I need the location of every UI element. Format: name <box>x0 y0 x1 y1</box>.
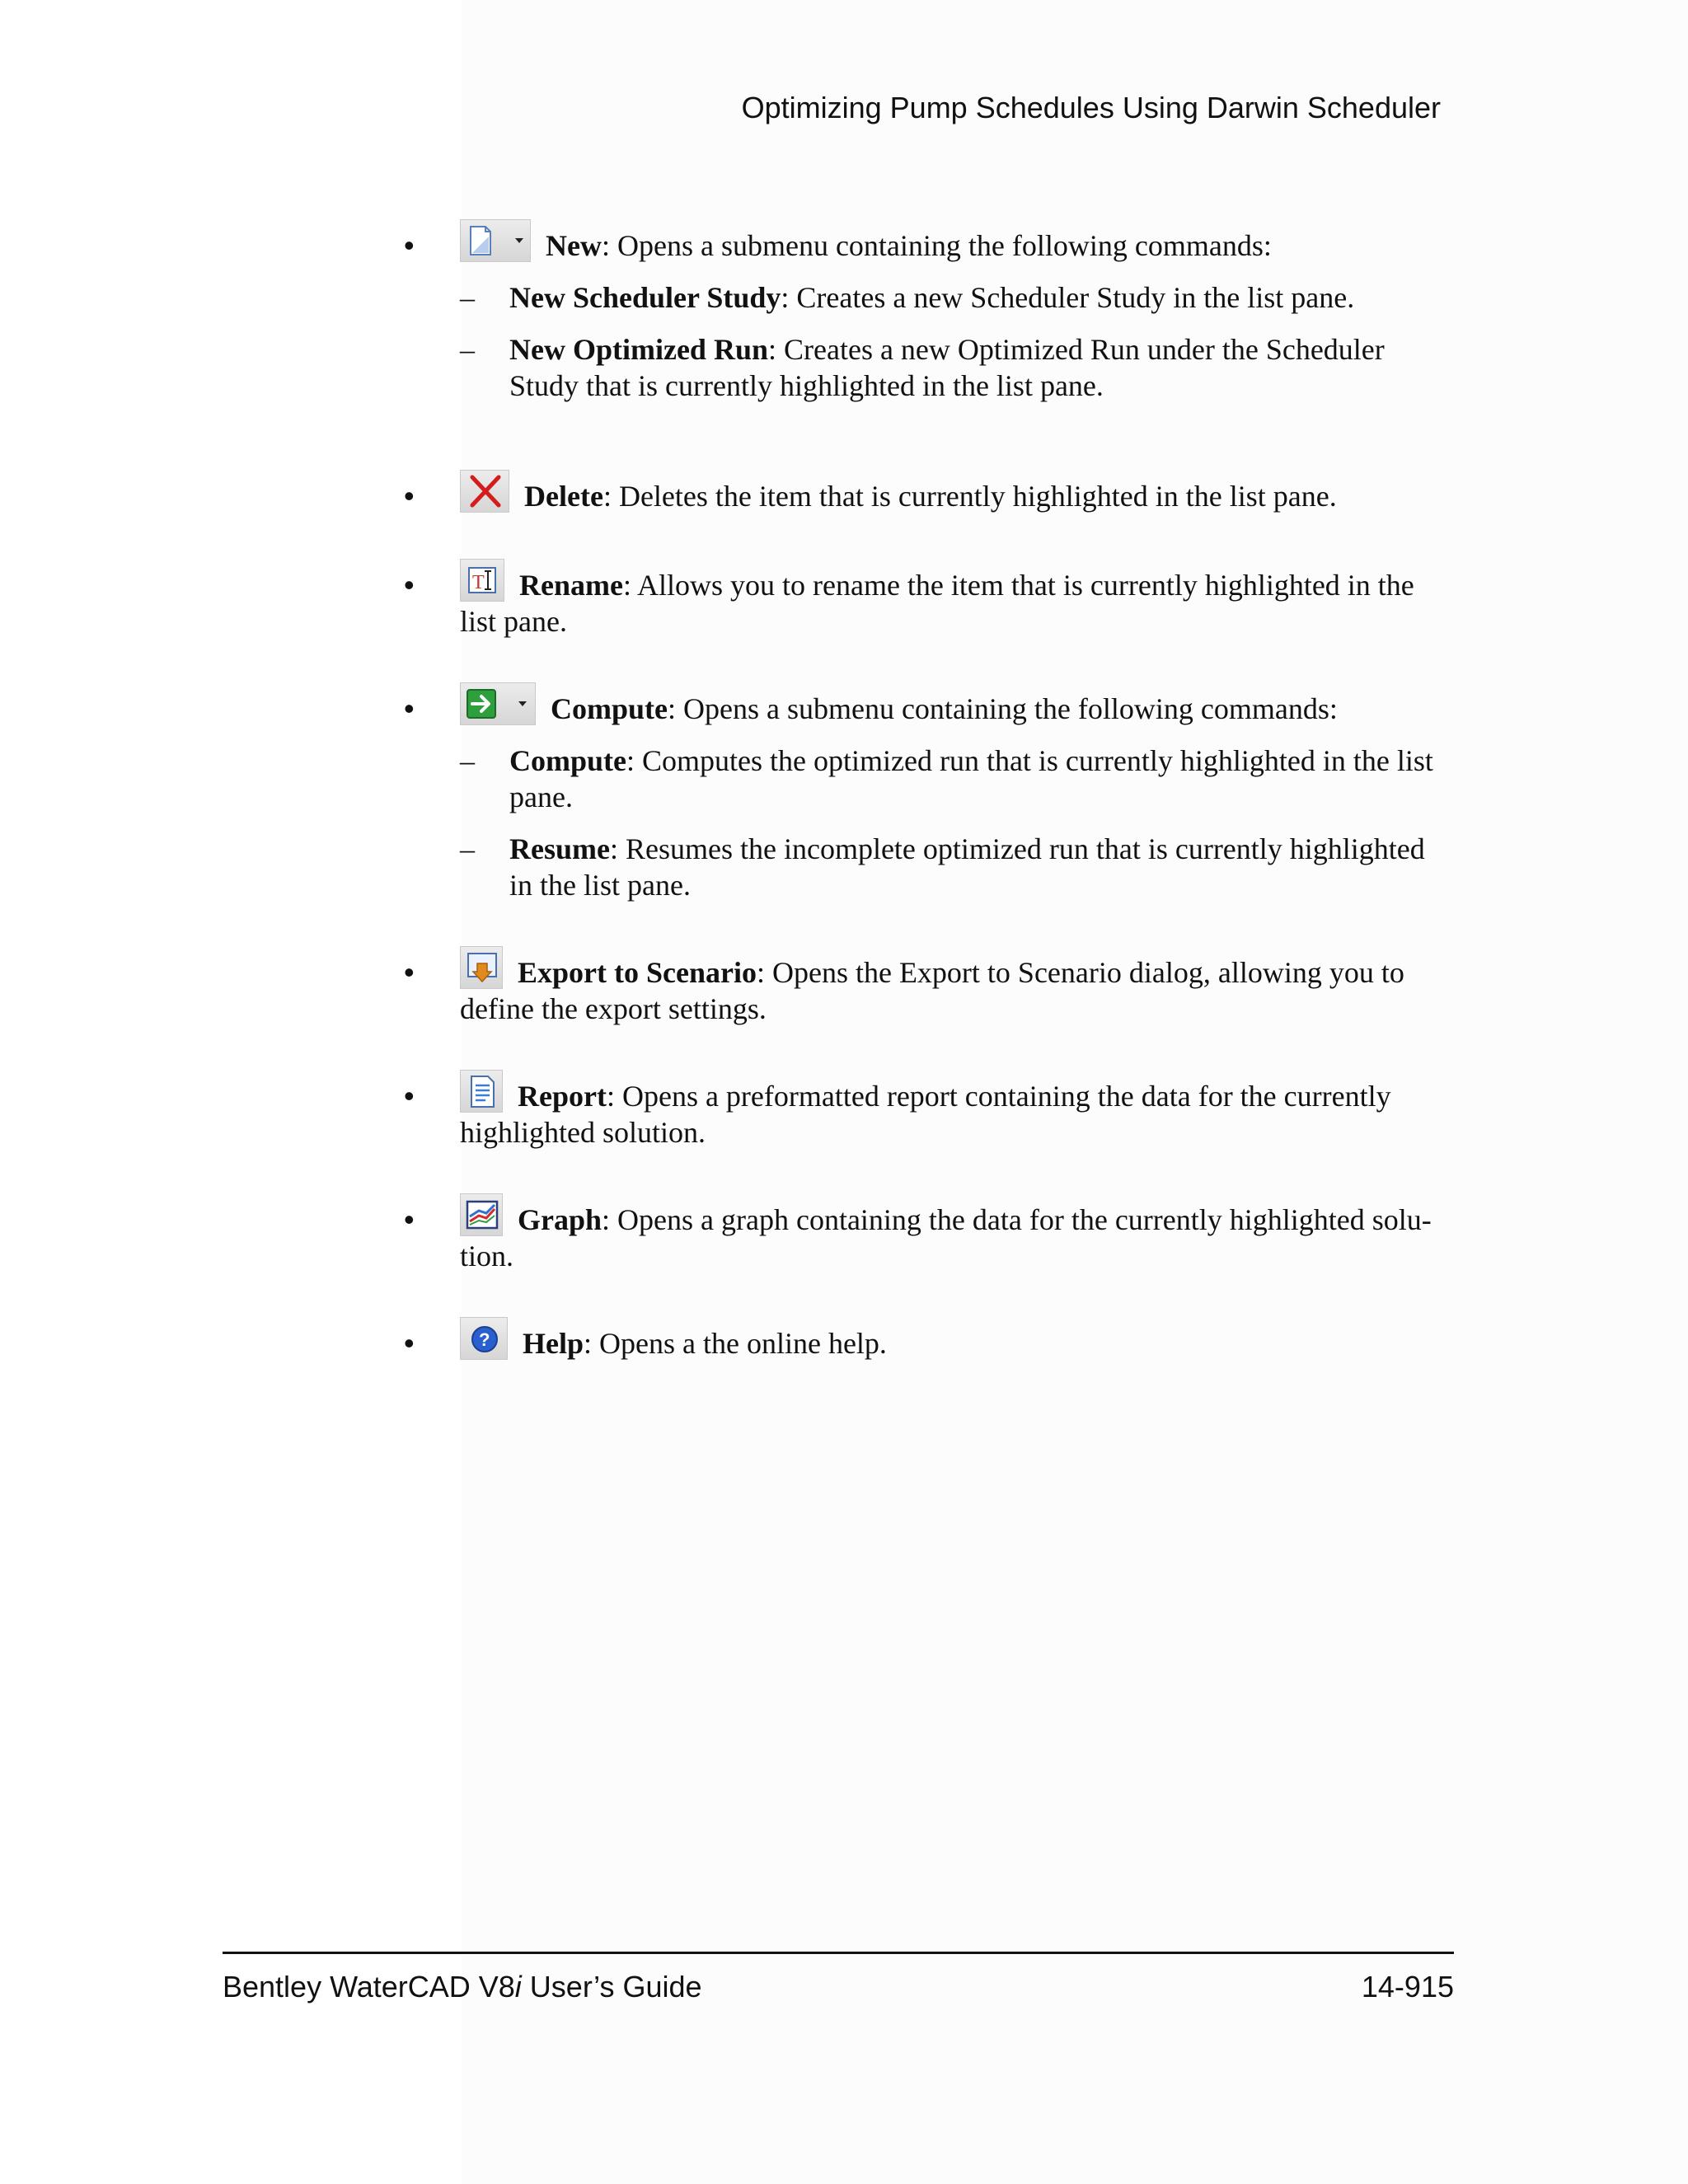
help-icon <box>460 1317 508 1360</box>
list-item-rename <box>404 567 1455 640</box>
dash: – <box>460 281 475 314</box>
list-item-help <box>404 1325 1455 1361</box>
command-description: : Computes the optimized run that is currently highlighted in the list pane. <box>509 744 1433 813</box>
compute-arrow-icon <box>460 682 536 725</box>
list-item-new <box>404 227 1455 264</box>
new-document-icon <box>460 219 531 262</box>
command-name: Compute <box>551 692 668 725</box>
footer-guide-suffix: User’s Guide <box>521 1970 702 2004</box>
command-description: : Opens a graph containing the data for the currently highlighted solu-tion. <box>460 1203 1432 1272</box>
toolbar-command-list <box>404 198 1455 1361</box>
command-name: Delete <box>524 480 603 513</box>
command-name: New Scheduler Study <box>509 281 781 314</box>
command-description: : Opens a submenu containing the following commands: <box>601 229 1272 262</box>
bullet: • <box>404 955 415 989</box>
command-description: : Opens a submenu containing the following commands: <box>668 692 1338 725</box>
bullet: • <box>404 479 415 513</box>
bullet: • <box>404 1079 415 1113</box>
sub-item-resume <box>404 831 1455 903</box>
running-header: Optimizing Pump Schedules Using Darwin Scheduler <box>741 91 1441 124</box>
page-number: 14-915 <box>1361 1970 1454 2004</box>
bullet: • <box>404 1202 415 1236</box>
graph-icon <box>460 1193 503 1236</box>
dash: – <box>460 832 475 865</box>
command-description: : Opens a preformatted report containing the data for the currently highlighted solution. <box>460 1080 1391 1149</box>
command-description: : Resumes the incomplete optimized run that is currently highlighted in the list pane. <box>509 832 1425 902</box>
command-name: New Optimized Run <box>509 333 768 366</box>
command-name: Report <box>518 1080 607 1113</box>
bullet: • <box>404 228 415 262</box>
export-to-scenario-icon <box>460 946 503 989</box>
list-item-graph <box>404 1202 1455 1274</box>
list-item-report <box>404 1078 1455 1151</box>
footer-guide-title <box>223 1970 702 2004</box>
svg-text:?: ? <box>479 1329 490 1350</box>
command-description: : Creates a new Optimized Run under the Scheduler Study that is currently highlighted in the list pane. <box>509 333 1385 402</box>
list-item-delete <box>404 478 1455 514</box>
command-name: Export to Scenario <box>518 956 757 989</box>
sub-item-new-scheduler-study <box>404 279 1455 316</box>
command-name: Rename <box>519 569 623 602</box>
bullet: • <box>404 691 415 725</box>
list-item-export-to-scenario <box>404 954 1455 1027</box>
command-name: Graph <box>518 1203 603 1236</box>
command-name: Compute <box>509 744 626 777</box>
svg-text:T: T <box>472 572 485 593</box>
command-name: New <box>546 229 602 262</box>
dash: – <box>460 744 475 777</box>
sub-item-compute <box>404 743 1455 815</box>
footer-guide-prefix: Bentley WaterCAD V8 <box>223 1970 515 2004</box>
command-description: : Creates a new Scheduler Study in the list pane. <box>781 281 1355 314</box>
command-description: : Opens the Export to Scenario dialog, allowing you to define the export settings. <box>460 956 1404 1025</box>
footer-guide-italic: i <box>514 1970 522 2004</box>
rename-icon <box>460 559 504 602</box>
command-description: : Deletes the item that is currently highlighted in the list pane. <box>603 480 1337 513</box>
sub-item-new-optimized-run <box>404 331 1455 404</box>
bullet: • <box>404 1326 415 1360</box>
command-description: : Opens a the online help. <box>584 1327 887 1360</box>
delete-x-icon <box>460 470 509 513</box>
list-item-compute <box>404 691 1455 727</box>
bullet: • <box>404 568 415 602</box>
command-description: : Allows you to rename the item that is currently highlighted in the list pane. <box>460 569 1414 638</box>
command-name: Resume <box>509 832 610 865</box>
dash: – <box>460 333 475 366</box>
command-name: Help <box>523 1327 584 1360</box>
footer-divider <box>223 1952 1454 1954</box>
report-icon <box>460 1070 503 1113</box>
